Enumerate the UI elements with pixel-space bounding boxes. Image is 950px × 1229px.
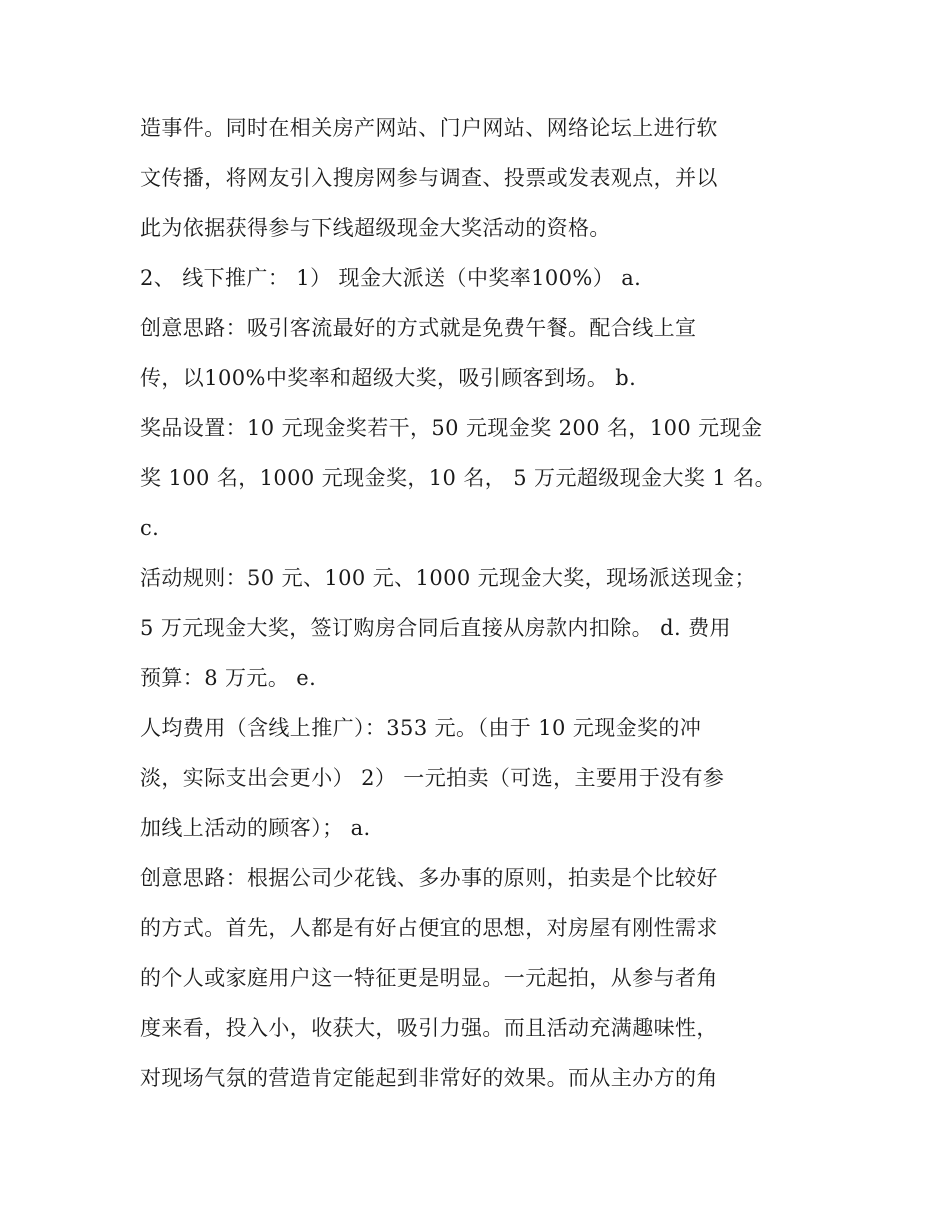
text-line: 的个人或家庭用户这一特征更是明显。一元起拍，从参与者角	[140, 966, 718, 990]
text-line: c.	[140, 516, 160, 540]
text-line: 5 万元现金大奖，签订购房合同后直接从房款内扣除。 d. 费用	[140, 616, 731, 640]
text-line: 的方式。首先，人都是有好占便宜的思想，对房屋有刚性需求	[140, 916, 718, 940]
text-line: 奖 100 名，1000 元现金奖，10 名， 5 万元超级现金大奖 1 名。	[140, 466, 776, 490]
text-line: 人均费用（含线上推广）：353 元。（由于 10 元现金奖的冲	[140, 716, 702, 740]
text-line: 活动规则：50 元、100 元、1000 元现金大奖，现场派送现金；	[140, 566, 756, 590]
text-line: 淡，实际支出会更小） 2） 一元拍卖（可选，主要用于没有参	[140, 766, 725, 790]
text-line: 加线上活动的顾客）； a.	[140, 816, 371, 840]
text-line: 造事件。同时在相关房产网站、门户网站、网络论坛上进行软	[140, 116, 718, 140]
text-line: 文传播，将网友引入搜房网参与调查、投票或发表观点，并以	[140, 166, 718, 190]
text-line: 奖品设置：10 元现金奖若干，50 元现金奖 200 名，100 元现金	[140, 416, 763, 440]
text-line: 2、 线下推广： 1） 现金大派送（中奖率100%） a.	[140, 266, 642, 290]
text-line: 对现场气氛的营造肯定能起到非常好的效果。而从主办方的角	[140, 1066, 718, 1090]
text-line: 传，以100%中奖率和超级大奖，吸引顾客到场。 b.	[140, 366, 637, 390]
body-text	[140, 103, 820, 1103]
text-line: 此为依据获得参与下线超级现金大奖活动的资格。	[140, 216, 611, 240]
text-line: 创意思路：吸引客流最好的方式就是免费午餐。配合线上宣	[140, 316, 697, 340]
text-line: 创意思路：根据公司少花钱、多办事的原则，拍卖是个比较好	[140, 866, 718, 890]
text-line: 预算：8 万元。 e.	[140, 666, 317, 690]
text-line: 度来看，投入小，收获大，吸引力强。而且活动充满趣味性，	[140, 1016, 718, 1040]
